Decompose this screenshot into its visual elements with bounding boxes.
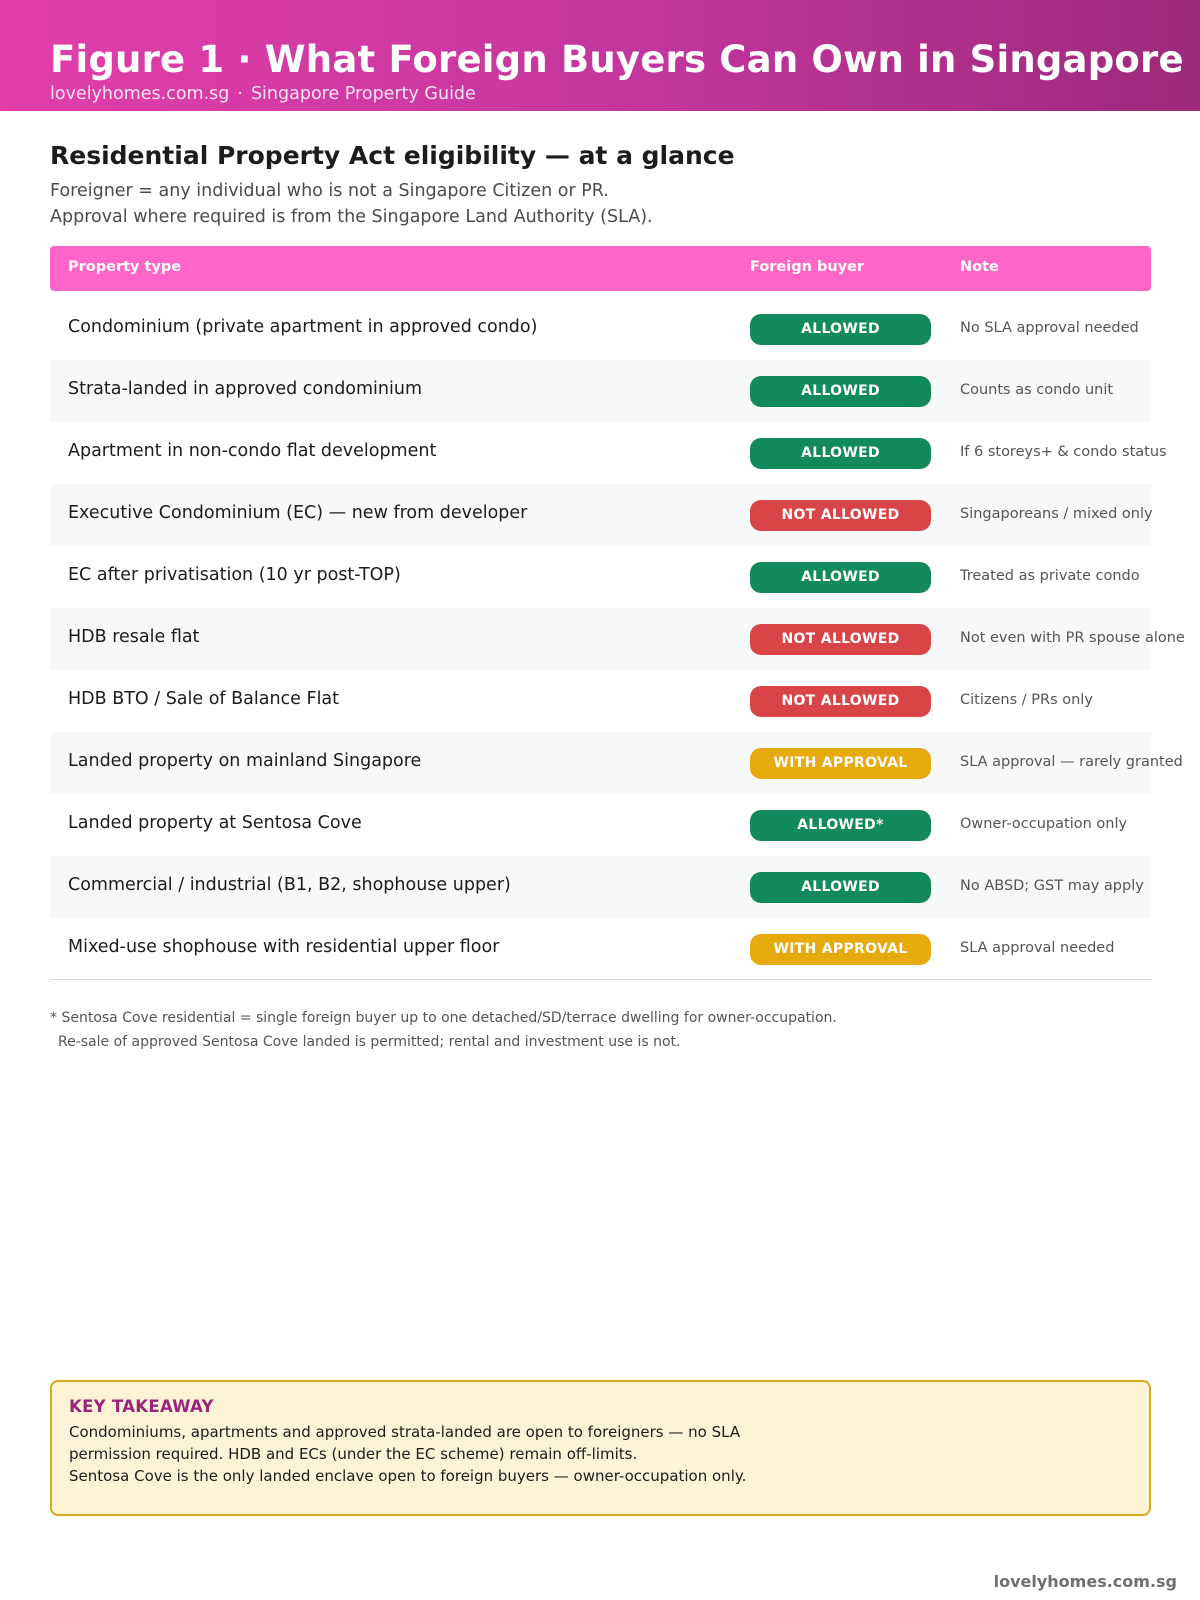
description-line: Foreigner = any individual who is not a Singapore Citizen or PR. (50, 181, 609, 201)
note-cell: Counts as condo unit (960, 382, 1114, 398)
note-cell: Not even with PR spouse alone (960, 630, 1185, 646)
note-cell: Owner-occupation only (960, 816, 1128, 832)
table-row (50, 546, 1151, 608)
table-row (50, 298, 1151, 360)
status-badge: ALLOWED* (750, 810, 931, 841)
table-row (50, 670, 1151, 732)
property-type-cell: Executive Condominium (EC) — new from developer (68, 503, 528, 523)
table-row (50, 794, 1151, 856)
section-description (50, 178, 1150, 230)
subtitle-separator: · (237, 84, 243, 104)
takeaway-line: permission required. HDB and ECs (under the EC scheme) remain off-limits. (69, 1445, 638, 1463)
note-cell: Singaporeans / mixed only (960, 506, 1153, 522)
takeaway-body (69, 1421, 1129, 1487)
column-header-property-type: Property type (68, 259, 182, 275)
header-subtitle (50, 84, 950, 104)
site-name: lovelyhomes.com.sg (50, 84, 230, 104)
table-bottom-rule (50, 979, 1151, 980)
table-row (50, 484, 1151, 546)
table-row (50, 732, 1183, 794)
takeaway-line: Condominiums, apartments and approved strata-landed are open to foreigners — no SLA (69, 1423, 741, 1441)
table-row (50, 360, 1151, 422)
status-badge: ALLOWED (750, 314, 931, 345)
property-type-cell: HDB resale flat (68, 627, 200, 647)
note-cell: Treated as private condo (960, 568, 1140, 584)
table-header (50, 246, 1151, 291)
property-type-cell: Commercial / industrial (B1, B2, shophouse upper) (68, 875, 511, 895)
note-cell: No SLA approval needed (960, 320, 1139, 336)
description-line: Approval where required is from the Singapore Land Authority (SLA). (50, 207, 653, 227)
column-header-note: Note (960, 259, 999, 275)
note-cell: SLA approval needed (960, 940, 1115, 956)
status-badge: ALLOWED (750, 872, 931, 903)
status-badge: NOT ALLOWED (750, 686, 931, 717)
status-badge: ALLOWED (750, 438, 931, 469)
property-type-cell: Landed property at Sentosa Cove (68, 813, 362, 833)
property-type-cell: EC after privatisation (10 yr post-TOP) (68, 565, 401, 585)
status-badge: WITH APPROVAL (750, 748, 931, 779)
property-type-cell: Condominium (private apartment in approved condo) (68, 317, 538, 337)
section-title: Residential Property Act eligibility — at a glance (50, 141, 735, 170)
status-badge: NOT ALLOWED (750, 624, 931, 655)
note-cell: If 6 storeys+ & condo status (960, 444, 1167, 460)
status-badge: ALLOWED (750, 562, 931, 593)
header-banner (0, 0, 1200, 111)
table-row (50, 608, 1185, 670)
footnote (50, 1006, 1150, 1054)
note-cell: SLA approval — rarely granted (960, 754, 1183, 770)
footnote-line: * Sentosa Cove residential = single foreign buyer up to one detached/SD/terrace dwelling for owner-occupation. (50, 1010, 837, 1026)
property-type-cell: Mixed-use shophouse with residential upper floor (68, 937, 500, 957)
key-takeaway-box (50, 1380, 1151, 1516)
takeaway-line: Sentosa Cove is the only landed enclave open to foreign buyers — owner-occupation only. (69, 1467, 747, 1485)
footer-brand: lovelyhomes.com.sg (993, 1572, 1177, 1591)
table-row (50, 918, 1151, 980)
property-type-cell: Strata-landed in approved condominium (68, 379, 423, 399)
footnote-line: Re-sale of approved Sentosa Cove landed is permitted; rental and investment use is not. (58, 1034, 681, 1050)
table-row (50, 856, 1151, 918)
status-badge: ALLOWED (750, 376, 931, 407)
status-badge: WITH APPROVAL (750, 934, 931, 965)
table-row (50, 422, 1167, 484)
note-cell: No ABSD; GST may apply (960, 878, 1144, 894)
property-type-cell: Landed property on mainland Singapore (68, 751, 422, 771)
property-type-cell: HDB BTO / Sale of Balance Flat (68, 689, 340, 709)
note-cell: Citizens / PRs only (960, 692, 1093, 708)
guide-name: Singapore Property Guide (250, 84, 476, 104)
takeaway-title: KEY TAKEAWAY (69, 1397, 214, 1416)
status-badge: NOT ALLOWED (750, 500, 931, 531)
property-type-cell: Apartment in non-condo flat development (68, 441, 437, 461)
figure-title: Figure 1 · What Foreign Buyers Can Own in Singapore (50, 38, 1184, 81)
eligibility-table-body (50, 298, 1185, 980)
column-header-foreign-buyer: Foreign buyer (750, 259, 865, 275)
